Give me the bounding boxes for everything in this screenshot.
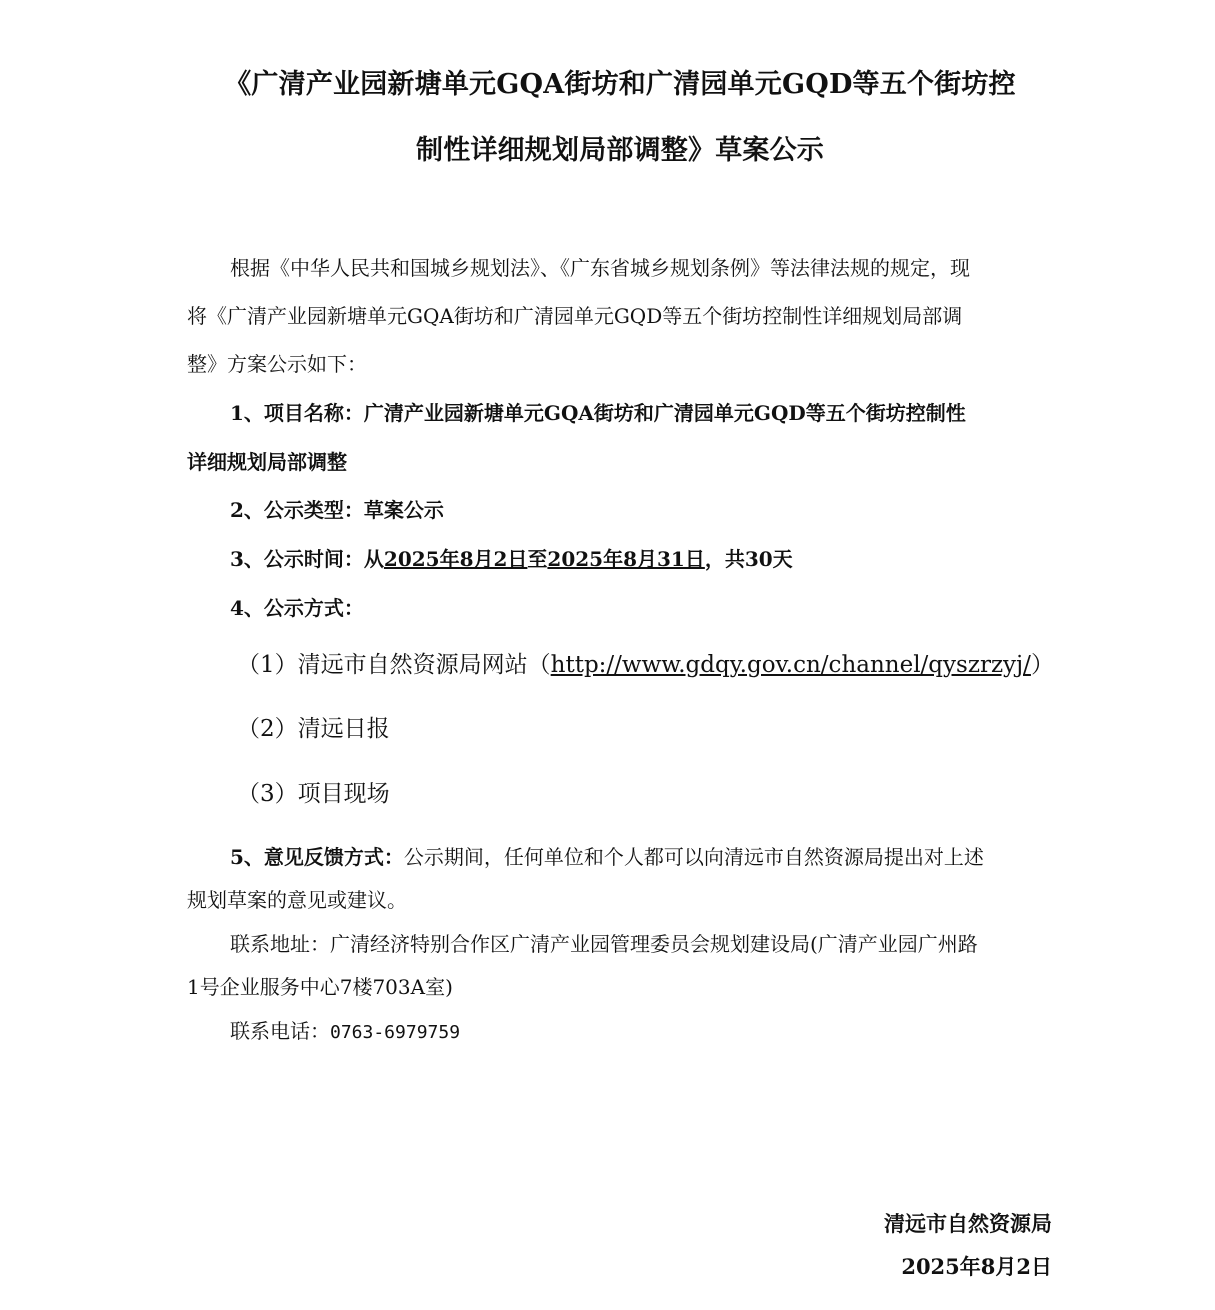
method-1-prefix: （1）清远市自然资源局网站（: [237, 652, 551, 678]
signature-org: 清远市自然资源局: [884, 1211, 1052, 1236]
contact-phone: 0763-6979759: [330, 1022, 461, 1043]
item5-line-2: 规划草案的意见或建议。: [187, 888, 407, 912]
item5-text: 公示期间，任何单位和个人都可以向清远市自然资源局提出对上述: [403, 845, 984, 869]
title-line-2: 制性详细规划局部调整》草案公示: [416, 135, 824, 166]
item3-middle: 至: [527, 547, 548, 571]
intro-line-1: 根据《中华人民共和国城乡规划法》、《广东省城乡规划条例》等法律法规的规定，现: [230, 256, 970, 280]
method-2: （2）清远日报: [237, 716, 390, 742]
intro-line-2: 将《广清产业园新塘单元GQA街坊和广清园单元GQD等五个街坊控制性详细规划局部调: [187, 304, 963, 328]
intro-line-3: 整》方案公示如下：: [187, 352, 367, 376]
item5-line-1: [230, 843, 1100, 871]
contact-phone-line: [230, 1017, 1100, 1047]
item3-line: [230, 545, 1100, 573]
item5-label: 5、意见反馈方式：: [230, 845, 404, 869]
signature-date: 2025年8月2日: [901, 1254, 1052, 1279]
title-line-1: 《广清产业园新塘单元GQA街坊和广清园单元GQD等五个街坊控: [224, 69, 1016, 100]
item3-prefix: 3、公示时间：从: [230, 547, 384, 571]
website-link[interactable]: http://www.gdqy.gov.cn/channel/qyszrzyj/: [550, 652, 1031, 678]
item1-line-1: 1、项目名称：广清产业园新塘单元GQA街坊和广清园单元GQD等五个街坊控制性: [230, 401, 966, 425]
end-date: 2025年8月31日: [547, 547, 705, 571]
item3-suffix: ，共30天: [704, 547, 793, 571]
contact-address-line-1: 联系地址：广清经济特别合作区广清产业园管理委员会规划建设局(广清产业园广州路: [230, 932, 978, 956]
method-1-suffix: ）: [1030, 652, 1054, 678]
start-date: 2025年8月2日: [383, 547, 528, 571]
method-3: （3）项目现场: [237, 781, 390, 807]
contact-address-line-2: 1号企业服务中心7楼703A室): [187, 975, 453, 999]
item2-line: 2、公示类型：草案公示: [230, 498, 444, 522]
method-1: [237, 650, 1054, 680]
item1-line-2: 详细规划局部调整: [187, 450, 347, 474]
contact-phone-label: 联系电话：: [230, 1019, 330, 1043]
item4-line: 4、公示方式：: [230, 596, 364, 620]
